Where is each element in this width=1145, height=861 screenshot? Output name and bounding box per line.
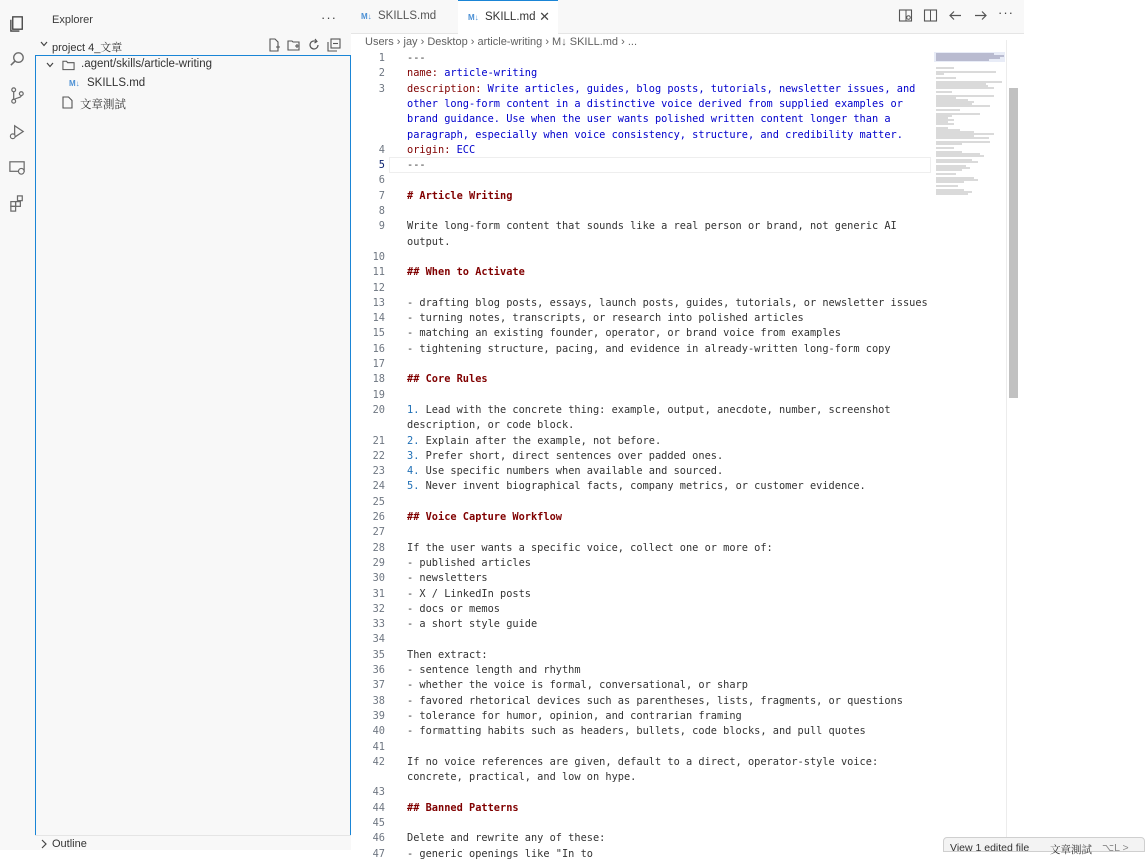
line-text: ## Core Rules <box>407 373 488 386</box>
code-line[interactable] <box>351 830 931 845</box>
outline-label: Outline <box>52 838 87 850</box>
line-text: Delete and rewrite any of these: <box>407 832 606 845</box>
code-line[interactable] <box>351 280 931 295</box>
line-number: 15 <box>372 327 385 340</box>
line-number: 29 <box>372 556 385 569</box>
line-text: other long-form content in a distinctive voice derived from supplied examples or <box>407 97 903 110</box>
project-name: project 4_文章 <box>52 42 123 54</box>
line-number: 11 <box>372 266 385 279</box>
code-line[interactable] <box>351 463 931 478</box>
line-text: - formatting habits such as headers, bullets, code blocks, and pull quotes <box>407 725 866 738</box>
line-text: brand guidance. Use when the user wants polished written content longer than a <box>407 113 891 126</box>
line-text: - X / LinkedIn posts <box>407 587 531 600</box>
line-text: Then extract: <box>407 648 488 661</box>
line-number: 22 <box>372 449 385 462</box>
line-number: 9 <box>378 220 385 233</box>
run-debug-icon[interactable] <box>8 122 27 141</box>
scrollbar-thumb[interactable] <box>1009 88 1018 398</box>
line-number: 27 <box>372 526 385 539</box>
open-preview-icon[interactable] <box>898 8 913 23</box>
line-text: name: article-writing <box>407 67 538 80</box>
code-line[interactable] <box>351 754 931 769</box>
line-number: 12 <box>372 281 385 294</box>
activity-bar <box>0 0 36 850</box>
code-line[interactable] <box>351 218 931 233</box>
line-number: 33 <box>372 618 385 631</box>
line-number: 42 <box>372 755 385 768</box>
tab-label: SKILLS.md <box>378 10 437 22</box>
line-number: 20 <box>372 403 385 416</box>
line-number: 1 <box>378 52 385 64</box>
code-line[interactable] <box>351 540 931 555</box>
code-line[interactable] <box>351 81 931 96</box>
line-number: 19 <box>372 388 385 401</box>
line-number: 13 <box>372 296 385 309</box>
code-line[interactable] <box>351 739 931 754</box>
code-line[interactable] <box>351 662 931 677</box>
line-text: - drafting blog posts, essays, launch posts, guides, tutorials, or newsletter issues <box>407 296 928 309</box>
line-number: 21 <box>372 434 385 447</box>
line-number: 18 <box>372 373 385 386</box>
code-line[interactable] <box>351 65 931 80</box>
line-text: - whether the voice is formal, conversational, or sharp <box>407 679 748 692</box>
code-line[interactable] <box>351 111 931 126</box>
line-number: 41 <box>372 740 385 753</box>
extensions-icon[interactable] <box>8 194 27 213</box>
file-tree <box>35 55 351 836</box>
line-number: 30 <box>372 572 385 585</box>
file-icon <box>62 96 73 109</box>
toast-label[interactable]: View 1 edited file <box>950 842 1030 854</box>
line-text: description: Write articles, guides, blog posts, tutorials, newsletter issues, and <box>407 82 916 95</box>
markdown-icon: M↓ <box>468 13 479 22</box>
markdown-icon: M↓ <box>69 79 80 88</box>
code-line[interactable] <box>351 616 931 631</box>
folder-icon <box>62 59 75 71</box>
code-line[interactable] <box>351 570 931 585</box>
line-text: ## When to Activate <box>407 266 525 279</box>
line-text: - published articles <box>407 556 531 569</box>
line-number: 46 <box>372 832 385 845</box>
line-text: - docs or memos <box>407 602 500 615</box>
line-number: 40 <box>372 725 385 738</box>
code-line[interactable] <box>351 127 931 142</box>
code-line[interactable] <box>351 800 931 815</box>
line-number: 8 <box>378 205 385 217</box>
line-text: 3. Prefer short, direct sentences over padded ones. <box>407 449 724 462</box>
code-line[interactable] <box>351 264 931 279</box>
line-text: - tolerance for humor, opinion, and contrarian framing <box>407 709 742 722</box>
code-line[interactable] <box>351 494 931 509</box>
line-text: 4. Use specific numbers when available and sourced. <box>407 465 724 478</box>
line-number: 17 <box>372 358 385 370</box>
close-icon[interactable]: ✕ <box>539 9 550 24</box>
code-line[interactable] <box>351 341 931 356</box>
line-number: 25 <box>372 495 385 508</box>
code-line[interactable] <box>351 417 931 432</box>
explorer-icon[interactable] <box>8 14 27 33</box>
tree-file-article-test[interactable] <box>36 94 350 113</box>
line-text: - matching an existing founder, operator, or brand voice from examples <box>407 327 841 340</box>
source-control-icon[interactable] <box>8 86 27 105</box>
explorer-title: Explorer <box>52 14 93 26</box>
line-text: Write long-form content that sounds like a real person or brand, not generic AI <box>407 220 897 233</box>
edited-files-toast[interactable] <box>943 837 1145 856</box>
line-text: - turning notes, transcripts, or research into polished articles <box>407 312 804 325</box>
line-text: output. <box>407 235 451 248</box>
code-line[interactable] <box>351 708 931 723</box>
tree-folder-label: .agent/skills/article-writing <box>81 58 213 70</box>
tree-file-skills-md[interactable] <box>36 75 350 94</box>
line-number: 31 <box>372 587 385 600</box>
line-text: - newsletters <box>407 572 488 585</box>
minimap[interactable] <box>934 50 1005 220</box>
chevron-down-icon <box>45 60 55 70</box>
line-number: 39 <box>372 709 385 722</box>
split-editor-icon[interactable] <box>923 8 938 23</box>
line-number: 5 <box>378 159 385 172</box>
code-line[interactable] <box>351 387 931 402</box>
line-number: 28 <box>372 541 385 554</box>
code-line[interactable] <box>351 784 931 799</box>
code-line[interactable] <box>351 693 931 708</box>
breadcrumb[interactable]: Users › jay › Desktop › article-writing › M↓ SKILL.md › ... <box>365 36 637 48</box>
code-line[interactable] <box>351 142 931 157</box>
line-text: --- <box>407 159 426 172</box>
line-text: If no voice references are given, default to a direct, operator-style voice: <box>407 755 879 768</box>
line-number: 32 <box>372 602 385 615</box>
line-text: If the user wants a specific voice, collect one or more of: <box>407 541 773 554</box>
vertical-scrollbar[interactable] <box>1006 40 1019 850</box>
code-line[interactable] <box>351 295 931 310</box>
line-number: 37 <box>372 679 385 692</box>
chevron-right-icon <box>40 839 48 849</box>
line-text: 5. Never invent biographical facts, company metrics, or customer evidence. <box>407 480 866 493</box>
line-number: 23 <box>372 465 385 478</box>
toast-shortcut: ⌥L > <box>1102 842 1129 854</box>
chevron-down-icon <box>39 39 49 49</box>
code-line[interactable] <box>351 157 931 172</box>
code-line[interactable] <box>351 846 931 861</box>
tree-file-label: 文章測試 <box>80 99 126 111</box>
arrow-right-icon[interactable] <box>973 8 988 23</box>
line-text: - generic openings like "In to <box>407 847 593 860</box>
line-text: 2. Explain after the example, not before. <box>407 434 662 447</box>
refresh-icon[interactable] <box>307 38 321 52</box>
line-number: 2 <box>378 67 385 80</box>
line-number: 44 <box>372 801 385 814</box>
code-line[interactable] <box>351 172 931 187</box>
code-line[interactable] <box>351 478 931 493</box>
code-line[interactable] <box>351 234 931 249</box>
line-number: 10 <box>372 250 385 263</box>
code-line[interactable] <box>351 769 931 784</box>
code-line[interactable] <box>351 310 931 325</box>
code-line[interactable] <box>351 723 931 738</box>
markdown-icon: M↓ <box>361 12 372 21</box>
new-folder-icon[interactable] <box>287 38 301 52</box>
line-number: 16 <box>372 342 385 355</box>
line-text: origin: ECC <box>407 143 476 156</box>
tab-label: SKILL.md <box>485 11 536 23</box>
code-line[interactable] <box>351 448 931 463</box>
line-number: 35 <box>372 648 385 661</box>
code-line[interactable] <box>351 203 931 218</box>
line-text: ## Banned Patterns <box>407 801 519 814</box>
line-number: 3 <box>378 82 385 95</box>
tree-file-label: SKILLS.md <box>87 77 146 89</box>
line-text: 1. Lead with the concrete thing: example, output, anecdote, number, screenshot <box>407 403 891 416</box>
code-line[interactable] <box>351 815 931 830</box>
line-number: 36 <box>372 664 385 676</box>
tree-folder-article-writing[interactable] <box>36 56 350 75</box>
line-number: 38 <box>372 694 385 707</box>
code-line[interactable] <box>351 371 931 386</box>
outline-section[interactable] <box>35 835 351 851</box>
line-number: 24 <box>372 480 385 493</box>
code-line[interactable] <box>351 433 931 448</box>
line-number: 34 <box>372 633 385 646</box>
line-text: - a short style guide <box>407 618 538 631</box>
code-line[interactable] <box>351 647 931 662</box>
line-text: # Article Writing <box>407 189 513 202</box>
code-line[interactable] <box>351 524 931 539</box>
code-line[interactable] <box>351 631 931 646</box>
code-line[interactable] <box>351 96 931 111</box>
new-file-icon[interactable] <box>267 38 281 52</box>
code-line[interactable] <box>351 249 931 264</box>
code-line[interactable] <box>351 402 931 417</box>
line-text: - sentence length and rhythm <box>407 664 581 676</box>
line-text: - favored rhetorical devices such as parentheses, lists, fragments, or questions <box>407 694 903 707</box>
line-text: --- <box>407 52 426 64</box>
code-line[interactable] <box>351 586 931 601</box>
editor-more-button[interactable]: ··· <box>998 5 1014 20</box>
line-number: 45 <box>372 817 385 829</box>
code-line[interactable] <box>351 555 931 570</box>
code-line[interactable] <box>351 677 931 692</box>
line-number: 47 <box>372 847 385 860</box>
tab-skill-md[interactable] <box>458 0 558 34</box>
line-text: ## Voice Capture Workflow <box>407 511 562 523</box>
line-number: 14 <box>372 312 385 325</box>
search-icon[interactable] <box>8 50 27 69</box>
code-line[interactable] <box>351 356 931 371</box>
tab-bar <box>351 0 1024 34</box>
arrow-left-icon[interactable] <box>948 8 963 23</box>
line-text: paragraph, especially when voice consistency, structure, and credibility matter. <box>407 128 903 141</box>
line-number: 7 <box>378 189 385 202</box>
line-number: 6 <box>378 174 385 187</box>
line-number: 26 <box>372 511 385 523</box>
remote-explorer-icon[interactable] <box>8 158 27 177</box>
line-text: description, or code block. <box>407 419 575 432</box>
code-line[interactable] <box>351 188 931 203</box>
line-text: concrete, practical, and low on hype. <box>407 771 637 784</box>
code-line[interactable] <box>351 601 931 616</box>
code-line[interactable] <box>351 509 931 524</box>
line-number: 43 <box>372 786 385 799</box>
toast-file[interactable]: 文章測試 <box>1050 844 1092 856</box>
project-header[interactable] <box>35 36 351 56</box>
editor-area <box>351 0 1129 860</box>
code-line[interactable] <box>351 325 931 340</box>
explorer-more-button[interactable]: ··· <box>321 10 337 25</box>
line-number: 4 <box>378 143 385 156</box>
collapse-all-icon[interactable] <box>327 38 341 52</box>
explorer-sidebar <box>35 0 352 850</box>
code-line[interactable] <box>351 50 931 65</box>
code-editor[interactable] <box>351 50 931 860</box>
tab-skills-md[interactable] <box>351 0 456 33</box>
line-text: - tightening structure, pacing, and evidence in already-written long-form copy <box>407 342 891 355</box>
